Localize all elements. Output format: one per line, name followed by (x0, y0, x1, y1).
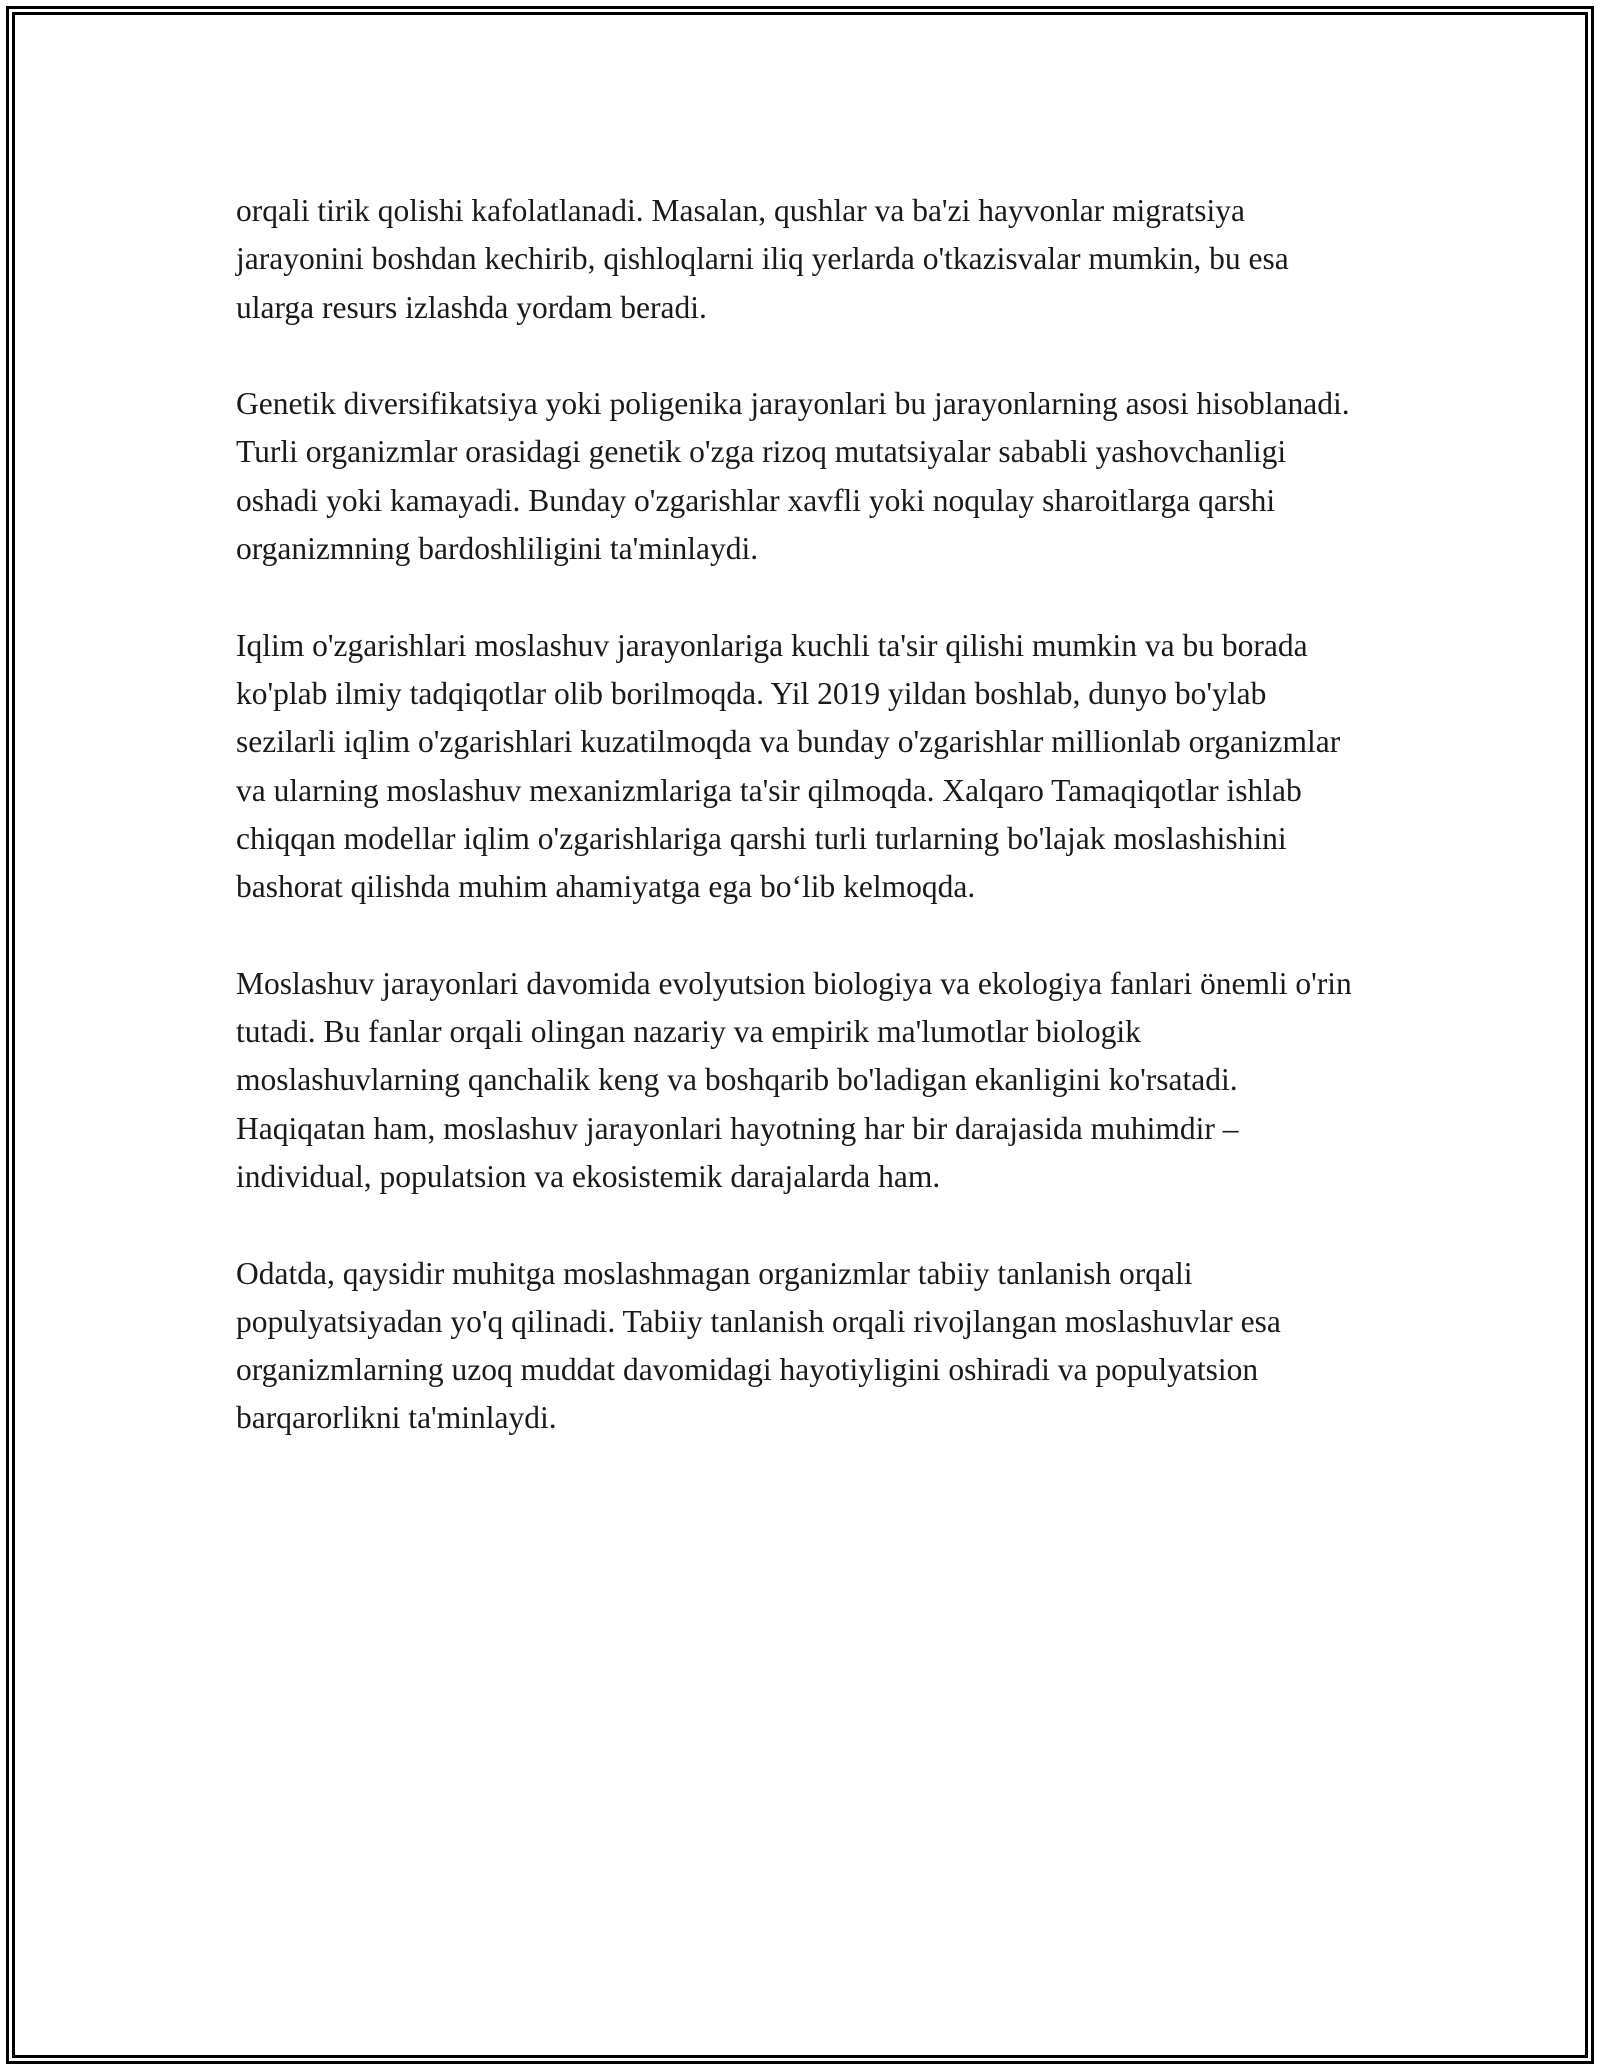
paragraph: Iqlim o'zgarishlari moslashuv jarayonlariga kuchli ta'sir qilishi mumkin va bu borada ko'plab ilmiy tadqiqotlar olib borilmoqda. Yil 2019 yildan boshlab, dunyo bo'ylab sezilarli iqlim o'zgarishlari kuzatilmoqda va bunday o'zgarishlar millionlab organizmlar va ularning moslashuv mexanizmlariga ta'sir qilmoqda. Xalqaro Tamaqiqotlar ishlab chiqqan modellar iqlim o'zgarishlariga qarshi turli turlarning bo'lajak moslashishini bashorat qilishda muhim ahamiyatga ega bo‘lib kelmoqda. (236, 627, 1341, 905)
paragraph: Moslashuv jarayonlari davomida evolyutsion biologiya va ekologiya fanlari önemli o'rin tutadi. Bu fanlar orqali olingan nazariy va empirik ma'lumotlar biologik moslashuvlarning qanchalik keng va boshqarib bo'ladigan ekanligini ko'rsatadi. Haqiqatan ham, moslashuv jarayonlari hayotning har bir darajasida muhimdir – individual, populatsion va ekosistemik darajalarda ham. (236, 965, 1352, 1194)
paragraph: orqali tirik qolishi kafolatlanadi. Masalan, qushlar va ba'zi hayvonlar migratsiya jarayonini boshdan kechirib, qishloqlarni iliq yerlarda o'tkazisvalar mumkin, bu esa ularga resurs izlashda yordam beradi. (236, 193, 1289, 325)
document-body (236, 187, 1372, 1443)
paragraph: Genetik diversifikatsiya yoki poligenika jarayonlari bu jarayonlarning asosi hisoblanadi. Turli organizmlar orasidagi genetik o'zga rizoq mutatsiyalar sababli yashovchanligi oshadi yoki kamayadi. Bunday o'zgarishlar xavfli yoki noqulay sharoitlarga qarshi organizmning bardoshliligini ta'minlaydi. (236, 386, 1350, 567)
paragraph: Odatda, qaysidir muhitga moslashmagan organizmlar tabiiy tanlanish orqali populyatsiyadan yo'q qilinadi. Tabiiy tanlanish orqali rivojlangan moslashuvlar esa organizmlarning uzoq muddat davomidagi hayotiyligini oshiradi va populyatsion barqarorlikni ta'minlaydi. (236, 1255, 1281, 1436)
